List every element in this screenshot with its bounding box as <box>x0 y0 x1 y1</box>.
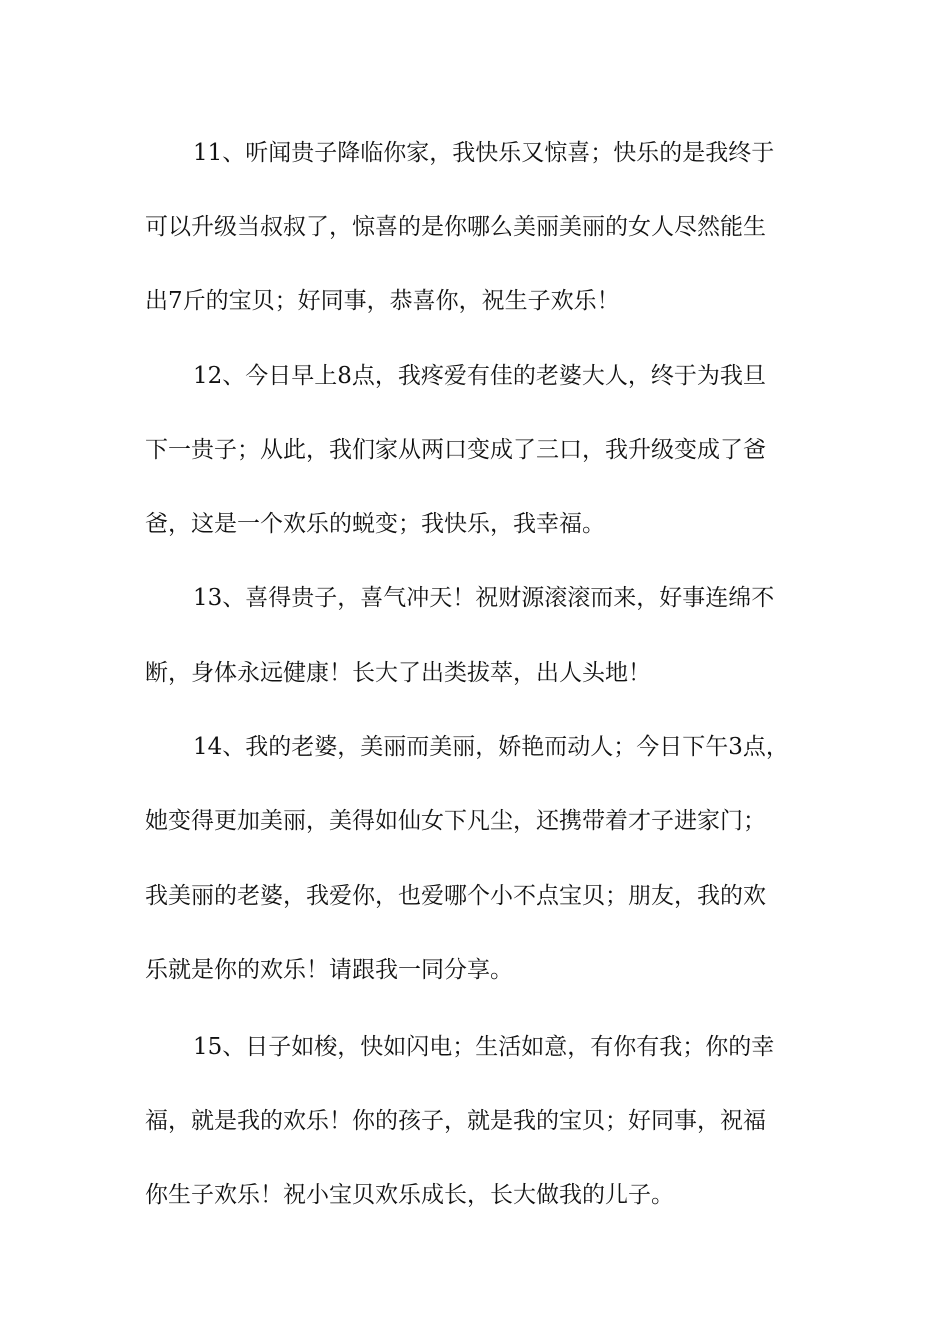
paragraph-15-line-2: 福，就是我的欢乐！你的孩子，就是我的宝贝；好同事，祝福 <box>145 1108 766 1134</box>
paragraph-14-line-4: 乐就是你的欢乐！请跟我一同分享。 <box>145 957 513 983</box>
paragraph-13-line-1: 13、喜得贵子，喜气冲天！祝财源滚滚而来，好事连绵不 <box>193 585 775 611</box>
paragraph-11-line-2: 可以升级当叔叔了，惊喜的是你哪么美丽美丽的女人尽然能生 <box>145 214 766 240</box>
paragraph-14-line-2: 她变得更加美丽，美得如仙女下凡尘，还携带着才子进家门； <box>145 808 766 834</box>
paragraph-12-line-3: 爸，这是一个欢乐的蜕变；我快乐，我幸福。 <box>145 511 605 537</box>
paragraph-12-line-2: 下一贵子；从此，我们家从两口变成了三口，我升级变成了爸 <box>145 437 766 463</box>
paragraph-14-line-3: 我美丽的老婆，我爱你，也爱哪个小不点宝贝；朋友，我的欢 <box>145 883 766 909</box>
paragraph-13-line-2: 断，身体永远健康！长大了出类拔萃，出人头地！ <box>145 660 651 686</box>
paragraph-15-line-3: 你生子欢乐！祝小宝贝欢乐成长，长大做我的儿子。 <box>145 1182 674 1208</box>
paragraph-15-line-1: 15、日子如梭，快如闪电；生活如意，有你有我；你的幸 <box>193 1034 775 1060</box>
paragraph-11-line-3: 出7斤的宝贝；好同事，恭喜你，祝生子欢乐！ <box>145 288 620 314</box>
paragraph-12-line-1: 12、今日早上8点，我疼爱有佳的老婆大人，终于为我旦 <box>193 363 766 389</box>
paragraph-14-line-1: 14、我的老婆，美丽而美丽，娇艳而动人；今日下午3点， <box>193 734 789 760</box>
paragraph-11-line-1: 11、听闻贵子降临你家，我快乐又惊喜；快乐的是我终于 <box>193 140 775 166</box>
